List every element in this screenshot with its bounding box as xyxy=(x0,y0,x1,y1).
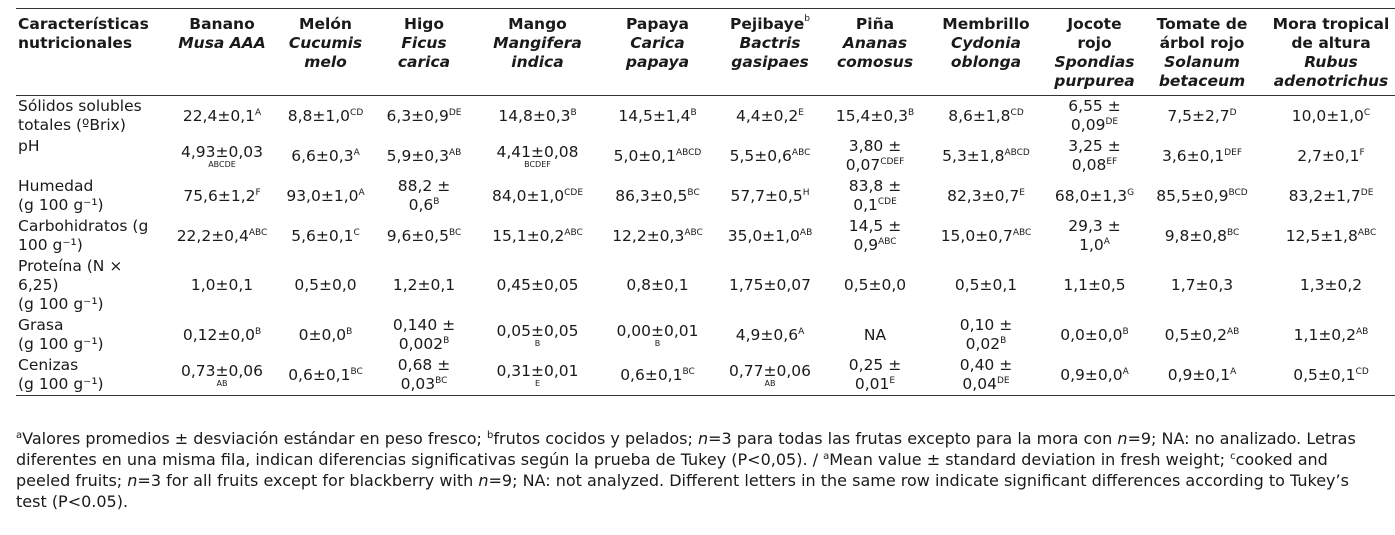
table-cell xyxy=(715,355,825,396)
cell-value: 8,8±1,0 xyxy=(287,106,351,125)
cell-value: 22,2±0,4 xyxy=(176,226,249,245)
significance-letters: CDE xyxy=(877,197,897,207)
significance-letters: A xyxy=(1230,366,1237,377)
table-cell xyxy=(715,176,825,216)
table-row xyxy=(16,176,1395,216)
significance-letters: B xyxy=(907,107,915,118)
footnote-italic: n xyxy=(1117,429,1128,448)
significance-letters: A xyxy=(1103,237,1110,247)
footnote-text: cooked and peeled fruits; xyxy=(16,450,1328,490)
table-header-row xyxy=(16,9,1395,96)
row-label: Carbohidratos (g 100 g⁻¹) xyxy=(18,217,149,254)
significance-letters: E xyxy=(534,378,541,388)
significance-letters: B xyxy=(690,107,697,118)
fruit-common-text: Pejibaye xyxy=(730,15,805,33)
significance-letters: B xyxy=(570,107,577,118)
table-cell xyxy=(278,315,373,355)
significance-letters: A xyxy=(254,107,262,118)
fruit-scientific-name: Carica papaya xyxy=(625,34,690,71)
cell-value: 86,3±0,5 xyxy=(615,186,688,205)
significance-letters: DE xyxy=(1360,187,1374,198)
significance-letters: BC xyxy=(448,227,462,238)
footnote-text: Mean value ± standard deviation in fresh weight; xyxy=(829,450,1225,469)
fruit-scientific-name: Bactris gasipaes xyxy=(731,34,809,71)
significance-letters: CD xyxy=(1010,107,1024,118)
significance-letters: DEF xyxy=(1224,147,1243,158)
table-cell xyxy=(166,216,278,256)
table-cell xyxy=(278,96,373,137)
significance-letters: BCD xyxy=(1228,187,1248,198)
significance-letters: A xyxy=(798,326,805,337)
table-cell xyxy=(825,216,925,256)
significance-letters: B xyxy=(534,338,541,348)
cell-value: 14,5±1,4 xyxy=(618,106,691,125)
footnote-marker: b xyxy=(804,14,810,24)
significance-letters: ABC xyxy=(1012,227,1032,238)
table-cell xyxy=(278,176,373,216)
footnote-marker: a xyxy=(16,430,23,441)
significance-letters: CDE xyxy=(564,187,584,198)
cell-value: 1,1±0,2 xyxy=(1293,325,1356,344)
cell-value: 75,6±1,2 xyxy=(183,186,256,205)
table-cell xyxy=(278,355,373,396)
significance-letters: B xyxy=(654,338,661,348)
table-cell xyxy=(166,176,278,216)
table-cell xyxy=(600,355,715,396)
footnote-text: =3 for all fruits except for blackberry with xyxy=(137,471,474,490)
table-cell xyxy=(600,216,715,256)
significance-letters: ABC xyxy=(248,227,268,238)
fruit-scientific-name: Rubus adenotrichus xyxy=(1273,53,1389,90)
cell-value: 0,5±0,0 xyxy=(294,276,357,294)
table-cell xyxy=(925,216,1047,256)
header-characteristics xyxy=(16,9,166,96)
cell-value: 7,5±2,7 xyxy=(1167,106,1230,125)
fruit-common-name: Membrillo xyxy=(942,15,1030,33)
table-cell xyxy=(475,176,600,216)
significance-letters: E xyxy=(1019,187,1025,198)
cell-value: 14,5 ± 0,9 xyxy=(848,217,902,254)
cell-value: 0,140 ± 0,002 xyxy=(392,316,456,353)
significance-letters: F xyxy=(1359,147,1365,158)
header-label-line2: nutricionales xyxy=(18,34,133,52)
significance-letters: ABCD xyxy=(675,147,702,158)
table-cell xyxy=(475,216,600,256)
cell-value: 5,3±1,8 xyxy=(942,146,1005,165)
table-cell xyxy=(715,136,825,176)
footnote-italic: n xyxy=(697,429,709,448)
footnote-marker: a xyxy=(823,451,830,462)
header-fruit-jocote xyxy=(1047,9,1142,96)
cell-value: 0,73±0,06 xyxy=(180,361,263,380)
table-cell xyxy=(1142,256,1262,315)
significance-letters: H xyxy=(802,187,810,198)
cell-value: 3,25 ± 0,08 xyxy=(1068,137,1121,174)
footnote-text: Valores promedios ± desviación estándar en peso fresco; xyxy=(22,429,482,448)
fruit-scientific-name: Musa AAA xyxy=(178,34,266,52)
significance-letters: AB xyxy=(216,378,228,388)
significance-letters: ABC xyxy=(878,237,897,247)
significance-letters: AB xyxy=(448,147,462,158)
footnote-text: frutos cocidos y pelados; xyxy=(493,429,693,448)
fruit-scientific-name: Mangifera indica xyxy=(493,34,582,71)
significance-letters: C xyxy=(1363,107,1371,118)
table-cell xyxy=(825,256,925,315)
cell-value: 15,0±0,7 xyxy=(940,226,1013,245)
cell-value: 1,2±0,1 xyxy=(392,276,456,294)
cell-value: 5,0±0,1 xyxy=(613,146,676,165)
significance-letters: CD xyxy=(350,107,364,118)
table-row xyxy=(16,256,1395,315)
cell-value: 0,00±0,01 xyxy=(616,321,699,340)
table-cell xyxy=(373,176,475,216)
significance-letters: DE xyxy=(448,107,462,118)
cell-value: 0,5±0,1 xyxy=(954,276,1018,294)
table-cell xyxy=(1047,136,1142,176)
table-cell xyxy=(1047,355,1142,396)
cell-value: 3,6±0,1 xyxy=(1161,146,1225,165)
table-row xyxy=(16,355,1395,396)
fruit-common-name: Banano xyxy=(189,15,255,33)
table-cell xyxy=(278,256,373,315)
significance-letters: B xyxy=(433,197,440,207)
significance-letters: ABC xyxy=(564,227,583,238)
table-cell xyxy=(715,216,825,256)
table-cell xyxy=(1047,216,1142,256)
significance-letters: BC xyxy=(687,187,700,198)
table-cell xyxy=(1047,176,1142,216)
significance-letters: E xyxy=(798,107,804,118)
table-cell xyxy=(925,256,1047,315)
significance-letters: ABC xyxy=(791,147,811,158)
table-cell xyxy=(715,96,825,137)
fruit-common-name: Mora tropical de altura xyxy=(1272,15,1390,52)
cell-value: 1,3±0,2 xyxy=(1299,276,1363,294)
cell-value: 1,0±0,1 xyxy=(190,276,254,294)
cell-value: 2,7±0,1 xyxy=(1297,146,1360,165)
cell-value: 8,6±1,8 xyxy=(948,106,1011,125)
fruit-common-name xyxy=(717,15,823,34)
table-cell xyxy=(166,96,278,137)
cell-value: 4,9±0,6 xyxy=(735,325,799,344)
cell-value: 35,0±1,0 xyxy=(727,226,800,245)
table-cell xyxy=(600,96,715,137)
table-cell xyxy=(475,136,600,176)
fruit-scientific-name: Solanum betaceum xyxy=(1158,53,1246,90)
cell-value: 9,6±0,5 xyxy=(386,226,449,245)
significance-letters: B xyxy=(443,336,450,346)
header-fruit-mora xyxy=(1262,9,1395,96)
table-cell xyxy=(475,315,600,355)
cell-value: 29,3 ± 1,0 xyxy=(1068,217,1121,254)
significance-letters: EF xyxy=(1106,157,1118,167)
table-cell xyxy=(1047,315,1142,355)
significance-letters: ABCDE xyxy=(208,159,236,169)
cell-value: 0,0±0,0 xyxy=(1060,325,1123,344)
significance-letters: CD xyxy=(1355,366,1369,377)
table-row xyxy=(16,315,1395,355)
cell-value: 93,0±1,0 xyxy=(286,186,359,205)
table-cell xyxy=(925,355,1047,396)
cell-value: 0,05±0,05 xyxy=(496,321,579,340)
cell-value: 9,8±0,8 xyxy=(1164,226,1227,245)
cell-value: 0,6±0,1 xyxy=(620,365,683,384)
significance-letters: E xyxy=(889,376,896,386)
row-label: Proteína (N × 6,25) (g 100 g⁻¹) xyxy=(18,257,123,313)
cell-value: 82,3±0,7 xyxy=(947,186,1020,205)
cell-value: 83,2±1,7 xyxy=(1288,186,1361,205)
table-cell xyxy=(1262,315,1395,355)
table-cell xyxy=(373,315,475,355)
table-cell xyxy=(1262,136,1395,176)
significance-letters: F xyxy=(255,187,261,198)
table-cell xyxy=(373,96,475,137)
table-cell xyxy=(1142,96,1262,137)
table-cell xyxy=(925,315,1047,355)
table-cell xyxy=(475,256,600,315)
significance-letters: BC xyxy=(1226,227,1240,238)
significance-letters: B xyxy=(254,326,262,337)
table-cell xyxy=(715,256,825,315)
nutrition-table xyxy=(16,8,1395,396)
cell-value: 22,4±0,1 xyxy=(182,106,255,125)
cell-value: 0,45±0,05 xyxy=(496,276,579,294)
cell-value: 0,31±0,01 xyxy=(496,361,579,380)
cell-value: 0,6±0,1 xyxy=(288,365,351,384)
cell-value: 0,9±0,1 xyxy=(1167,365,1231,384)
table-cell xyxy=(1262,256,1395,315)
significance-letters: C xyxy=(353,227,360,238)
significance-letters: AB xyxy=(1226,326,1240,337)
table-cell xyxy=(600,176,715,216)
cell-value: 15,4±0,3 xyxy=(835,106,908,125)
header-label-line1: Características xyxy=(18,15,149,33)
cell-value: 0,25 ± 0,01 xyxy=(848,356,902,393)
table-row xyxy=(16,216,1395,256)
cell-value: 84,0±1,0 xyxy=(491,186,565,205)
table-cell xyxy=(166,315,278,355)
table-cell xyxy=(1262,216,1395,256)
header-fruit-papaya xyxy=(600,9,715,96)
table-row xyxy=(16,96,1395,137)
cell-value: 5,5±0,6 xyxy=(729,146,792,165)
table-cell xyxy=(278,216,373,256)
table-cell xyxy=(166,136,278,176)
significance-letters: BCDEF xyxy=(524,159,551,169)
fruit-common-name: Jocote rojo xyxy=(1067,15,1122,52)
table-cell xyxy=(373,216,475,256)
cell-value: 0,40 ± 0,04 xyxy=(959,356,1013,393)
cell-value: 0,8±0,1 xyxy=(626,276,689,294)
cell-value: 68,0±1,3 xyxy=(1054,186,1128,205)
footnote-italic: n xyxy=(478,471,489,490)
cell-value: 12,2±0,3 xyxy=(612,226,685,245)
table-cell xyxy=(825,136,925,176)
table-cell xyxy=(825,96,925,137)
table-cell xyxy=(278,136,373,176)
fruit-common-name: Tomate de árbol rojo xyxy=(1156,15,1248,52)
cell-value: 0,12±0,0 xyxy=(182,325,255,344)
fruit-scientific-name: Spondias purpurea xyxy=(1054,53,1135,90)
significance-letters: ABCD xyxy=(1004,147,1030,158)
footnote-text: =9; NA: not analyzed. Different letters in the same row indicate significant differences according to Tukey’s test (P<0.05). xyxy=(16,471,1349,511)
cell-value: 0±0,0 xyxy=(298,325,347,344)
fruit-common-name: Piña xyxy=(855,15,895,33)
cell-value: 0,68 ± 0,03 xyxy=(397,356,451,393)
row-label: Humedad (g 100 g⁻¹) xyxy=(18,177,104,214)
table-cell xyxy=(1142,216,1262,256)
significance-letters: AB xyxy=(764,378,776,388)
row-label: Sólidos solubles totales (ºBrix) xyxy=(18,97,142,134)
significance-letters: BC xyxy=(435,376,448,386)
table-cell xyxy=(825,315,925,355)
cell-value: 5,9±0,3 xyxy=(386,146,449,165)
cell-value: 5,6±0,1 xyxy=(291,226,354,245)
cell-value: NA xyxy=(863,325,887,344)
table-cell xyxy=(475,355,600,396)
cell-value: 15,1±0,2 xyxy=(492,226,565,245)
cell-value: 88,2 ± 0,6 xyxy=(397,177,451,214)
table-cell xyxy=(166,256,278,315)
cell-value: 6,3±0,9 xyxy=(386,106,449,125)
cell-value: 4,93±0,03 xyxy=(180,142,263,161)
cell-value: 0,77±0,06 xyxy=(728,361,811,380)
table-cell xyxy=(600,315,715,355)
cell-value: 1,75±0,07 xyxy=(728,276,811,294)
row-label: pH xyxy=(18,137,40,155)
significance-letters: AB xyxy=(1355,326,1369,337)
table-cell xyxy=(373,136,475,176)
table-cell xyxy=(1047,256,1142,315)
cell-value: 6,55 ± 0,09 xyxy=(1068,97,1121,134)
header-fruit-tomate xyxy=(1142,9,1262,96)
table-cell xyxy=(1142,355,1262,396)
header-fruit-mango xyxy=(475,9,600,96)
significance-letters: B xyxy=(1122,326,1129,337)
header-fruit-higo xyxy=(373,9,475,96)
cell-value: 1,7±0,3 xyxy=(1170,276,1234,294)
cell-value: 0,10 ± 0,02 xyxy=(959,316,1013,353)
table-cell xyxy=(1142,176,1262,216)
cell-value: 85,5±0,9 xyxy=(1156,186,1229,205)
cell-value: 3,80 ± 0,07 xyxy=(845,137,902,174)
header-fruit-melon xyxy=(278,9,373,96)
table-cell xyxy=(475,96,600,137)
fruit-common-name: Higo xyxy=(403,15,445,33)
table-footnote xyxy=(16,428,1366,512)
cell-value: 10,0±1,0 xyxy=(1291,106,1364,125)
cell-value: 4,4±0,2 xyxy=(736,106,799,125)
table-cell xyxy=(925,136,1047,176)
cell-value: 12,5±1,8 xyxy=(1285,226,1358,245)
fruit-scientific-name: Ficus carica xyxy=(397,34,451,71)
table-cell xyxy=(373,256,475,315)
significance-letters: G xyxy=(1127,187,1135,198)
footnote-marker: b xyxy=(487,430,494,441)
footnote-italic: n xyxy=(127,471,138,490)
significance-letters: A xyxy=(1122,366,1129,377)
table-cell xyxy=(1262,176,1395,216)
cell-value: 57,7±0,5 xyxy=(730,186,803,205)
table-cell xyxy=(715,315,825,355)
table-row xyxy=(16,136,1395,176)
footnote-text: =9; NA: no analizado. Letras diferentes en una misma fila, indican diferencias significativas según la prueba de Tukey (P<0,05). / xyxy=(16,429,1356,469)
fruit-common-name: Mango xyxy=(508,15,567,33)
cell-value: 6,6±0,3 xyxy=(291,146,354,165)
significance-letters: BC xyxy=(682,366,695,377)
table-cell xyxy=(1047,96,1142,137)
cell-value: 0,5±0,2 xyxy=(1164,325,1227,344)
cell-value: 0,9±0,0 xyxy=(1060,365,1123,384)
row-label: Cenizas (g 100 g⁻¹) xyxy=(18,356,104,393)
significance-letters: B xyxy=(346,326,353,337)
significance-letters: DE xyxy=(1105,117,1119,127)
row-label: Grasa (g 100 g⁻¹) xyxy=(18,316,104,353)
significance-letters: A xyxy=(358,187,365,198)
cell-value: 4,41±0,08 xyxy=(496,142,579,161)
significance-letters: A xyxy=(353,147,360,158)
significance-letters: BC xyxy=(350,366,363,377)
cell-value: 0,5±0,1 xyxy=(1293,365,1356,384)
header-fruit-pina xyxy=(825,9,925,96)
cell-value: 0,5±0,0 xyxy=(843,276,907,294)
footnote-marker: c xyxy=(1230,451,1236,462)
footnote-text: =3 para todas las frutas excepto para la mora con xyxy=(708,429,1113,448)
significance-letters: B xyxy=(1000,336,1007,346)
table-cell xyxy=(373,355,475,396)
significance-letters: CDEF xyxy=(880,157,905,167)
table-body xyxy=(16,96,1395,396)
significance-letters: ABC xyxy=(684,227,703,238)
table-cell xyxy=(1142,315,1262,355)
header-fruit-membrillo xyxy=(925,9,1047,96)
table-cell xyxy=(925,176,1047,216)
cell-value: 83,8 ± 0,1 xyxy=(848,177,902,214)
fruit-common-name: Papaya xyxy=(625,15,690,33)
header-fruit-banano xyxy=(166,9,278,96)
table-cell xyxy=(925,96,1047,137)
table-cell xyxy=(825,355,925,396)
fruit-scientific-name: Cydonia oblonga xyxy=(950,34,1022,71)
cell-value: 1,1±0,5 xyxy=(1063,276,1126,294)
header-fruit-pejibaye xyxy=(715,9,825,96)
fruit-scientific-name: Cucumis melo xyxy=(288,34,363,71)
table-cell xyxy=(600,256,715,315)
fruit-scientific-name: Ananas comosus xyxy=(836,34,914,71)
table-cell xyxy=(825,176,925,216)
table-cell xyxy=(1262,96,1395,137)
table-cell xyxy=(600,136,715,176)
table-cell xyxy=(1142,136,1262,176)
significance-letters: DE xyxy=(996,376,1010,386)
significance-letters: D xyxy=(1229,107,1237,118)
table-cell xyxy=(166,355,278,396)
table-cell xyxy=(1262,355,1395,396)
significance-letters: AB xyxy=(799,227,813,238)
fruit-common-name: Melón xyxy=(299,15,352,33)
cell-value: 14,8±0,3 xyxy=(498,106,571,125)
significance-letters: ABC xyxy=(1357,227,1377,238)
